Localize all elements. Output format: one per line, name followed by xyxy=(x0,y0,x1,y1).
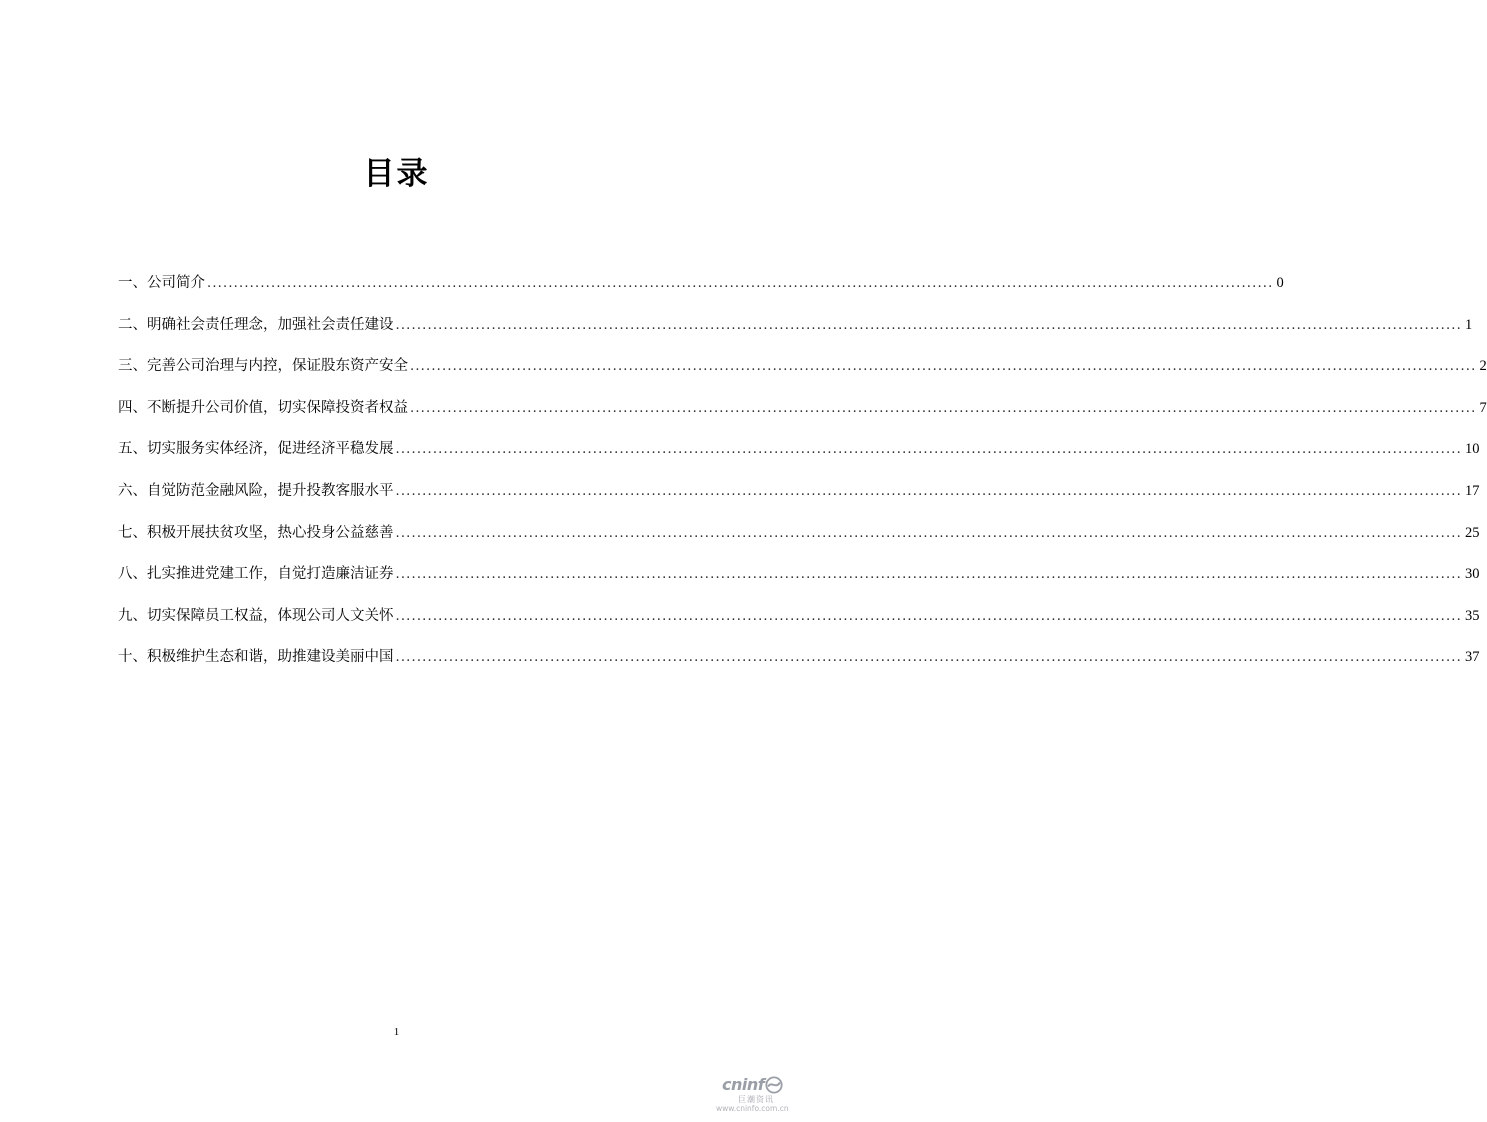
page-number: 1 xyxy=(393,1026,400,1038)
toc-leader-dots: ........................................................................................................................................................................................................ xyxy=(395,442,1462,458)
toc-entry-label: 八、扎实推进党建工作，自觉打造廉洁证券 xyxy=(118,566,394,583)
cninfo-logo-icon xyxy=(765,1076,783,1094)
toc-entry-page: 1 xyxy=(1464,316,1473,333)
toc-leader-dots: ........................................................................................................................................................................................................ xyxy=(410,400,1477,416)
toc-entry-page: 7 xyxy=(1479,399,1487,416)
toc-entry-page: 35 xyxy=(1464,607,1480,624)
page-title: 目录 xyxy=(363,156,430,192)
toc-entry-label: 四、不断提升公司价值，切实保障投资者权益 xyxy=(118,399,408,416)
toc-leader-dots: ........................................................................................................................................................................................................ xyxy=(395,608,1462,624)
table-of-contents xyxy=(118,270,1487,686)
toc-leader-dots: ........................................................................................................................................................................................................ xyxy=(207,276,1274,291)
toc-entry-page: 25 xyxy=(1464,524,1480,541)
watermark-url: www.cninfo.com.cn xyxy=(716,1104,789,1113)
toc-entry-label: 五、切实服务实体经济，促进经济平稳发展 xyxy=(118,441,394,458)
toc-entry[interactable] xyxy=(118,395,1487,437)
toc-entry-label: 七、积极开展扶贫攻坚，热心投身公益慈善 xyxy=(118,524,394,541)
toc-leader-dots: ........................................................................................................................................................................................................ xyxy=(395,650,1462,666)
toc-entry-page: 30 xyxy=(1464,566,1480,583)
toc-leader-dots: ........................................................................................................................................................................................................ xyxy=(395,525,1462,541)
toc-entry-page: 2 xyxy=(1479,358,1487,375)
toc-entry-page: 0 xyxy=(1276,275,1284,291)
toc-entry[interactable] xyxy=(118,436,1480,478)
toc-leader-dots: ........................................................................................................................................................................................................ xyxy=(395,567,1462,583)
toc-entry[interactable] xyxy=(118,270,1284,312)
toc-entry-label: 六、自觉防范金融风险，提升投教客服水平 xyxy=(118,482,394,499)
toc-entry-page: 10 xyxy=(1464,441,1480,458)
toc-entry[interactable] xyxy=(118,603,1480,645)
toc-entry[interactable] xyxy=(118,478,1480,520)
toc-leader-dots: ........................................................................................................................................................................................................ xyxy=(395,317,1462,333)
toc-entry-page: 37 xyxy=(1464,649,1480,666)
watermark-chinese: 巨潮资讯 xyxy=(738,1095,774,1104)
toc-leader-dots: ........................................................................................................................................................................................................ xyxy=(395,483,1462,499)
toc-entry-label: 三、完善公司治理与内控，保证股东资产安全 xyxy=(118,358,408,375)
toc-entry[interactable] xyxy=(118,353,1487,395)
toc-entry-label: 十、积极维护生态和谐，助推建设美丽中国 xyxy=(118,649,394,666)
toc-entry[interactable] xyxy=(118,644,1480,686)
toc-leader-dots: ........................................................................................................................................................................................................ xyxy=(410,359,1477,375)
toc-entry[interactable] xyxy=(118,520,1480,562)
toc-entry-label: 二、明确社会责任理念，加强社会责任建设 xyxy=(118,316,394,333)
toc-entry-label: 一、公司简介 xyxy=(118,275,205,291)
toc-entry[interactable] xyxy=(118,312,1473,354)
watermark-brand: cninf xyxy=(722,1075,765,1094)
cninfo-watermark xyxy=(714,1075,790,1117)
toc-entry-page: 17 xyxy=(1464,482,1480,499)
toc-entry[interactable] xyxy=(118,561,1480,603)
toc-entry-label: 九、切实保障员工权益，体现公司人文关怀 xyxy=(118,607,394,624)
